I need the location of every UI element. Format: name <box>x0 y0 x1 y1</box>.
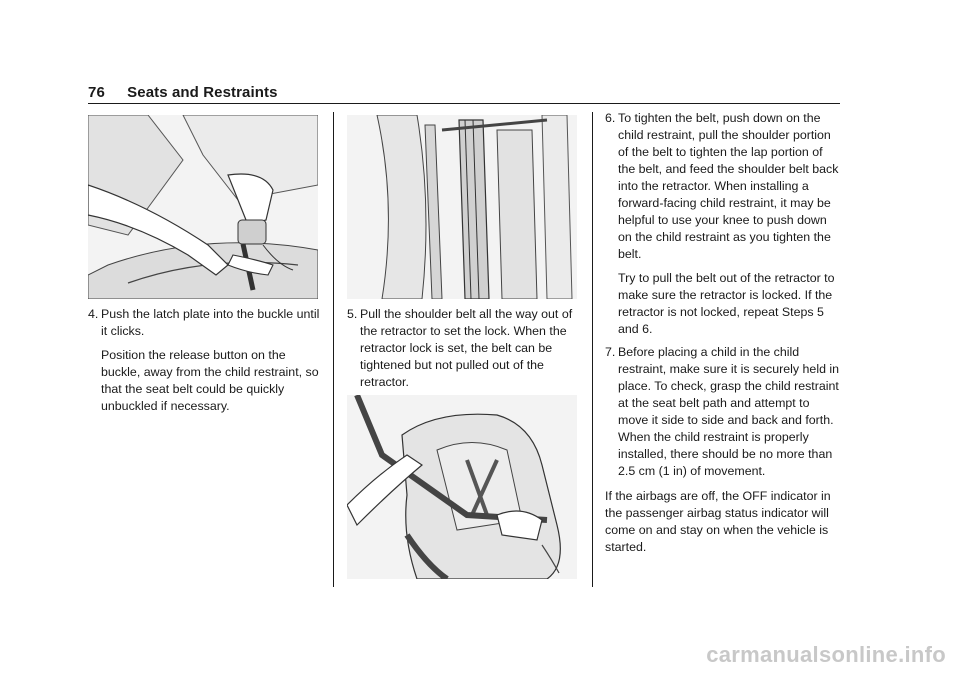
step-4 <box>88 306 320 340</box>
step-4-number: 4. <box>88 307 99 321</box>
step-6-text: To tighten the belt, push down on the child restraint, pull the shoulder portion of the belt to tighten the lap portion of the belt, and feed the shoulder belt back into the retractor. When installing a forward-facing child restraint, it may be helpful to use your knee to push down on the child restraint as you tighten the belt. <box>618 111 839 261</box>
column-divider <box>333 112 334 587</box>
column-divider <box>592 112 593 587</box>
buckle-latch-illustration <box>88 115 318 299</box>
child-restraint-tighten-illustration <box>347 395 577 579</box>
column-2 <box>347 306 579 391</box>
airbag-paragraph: If the airbags are off, the OFF indicator in the passenger airbag status indicator will come on and stay on when the vehicle is started. <box>605 489 831 554</box>
step-6-number: 6. <box>605 111 616 125</box>
step-5-number: 5. <box>347 307 358 321</box>
page-header <box>88 84 278 101</box>
step-6-note: Try to pull the belt out of the retractor to make sure the retractor is locked. If the retractor is not locked, repeat Steps 5 and 6. <box>618 271 835 336</box>
header-rule <box>88 103 840 104</box>
step-5 <box>347 306 579 391</box>
step-7-text: Before placing a child in the child restraint, make sure it is securely held in place. To check, grasp the child restraint at the seat belt path and attempt to move it side to side and back and forth. When the child restraint is properly installed, there should be no more than 2.5 cm (1 in) of movement. <box>618 345 840 478</box>
step-7-number: 7. <box>605 345 616 359</box>
step-4-note: Position the release button on the buckle, away from the child restraint, so that the seat belt could be quickly unbuckled if necessary. <box>101 348 319 413</box>
column-1 <box>88 306 320 415</box>
step-4-text: Push the latch plate into the buckle until it clicks. <box>101 307 320 338</box>
watermark: carmanualsonline.info <box>706 642 946 667</box>
section-title: Seats and Restraints <box>127 84 278 101</box>
page-number: 76 <box>88 84 105 101</box>
column-3 <box>605 110 843 556</box>
step-6 <box>605 110 843 263</box>
step-7 <box>605 344 843 480</box>
shoulder-belt-retractor-illustration <box>347 115 577 299</box>
step-5-text: Pull the shoulder belt all the way out of the retractor to set the lock. When the retractor lock is set, the belt can be tightened but not pulled out of the retractor. <box>360 307 573 389</box>
